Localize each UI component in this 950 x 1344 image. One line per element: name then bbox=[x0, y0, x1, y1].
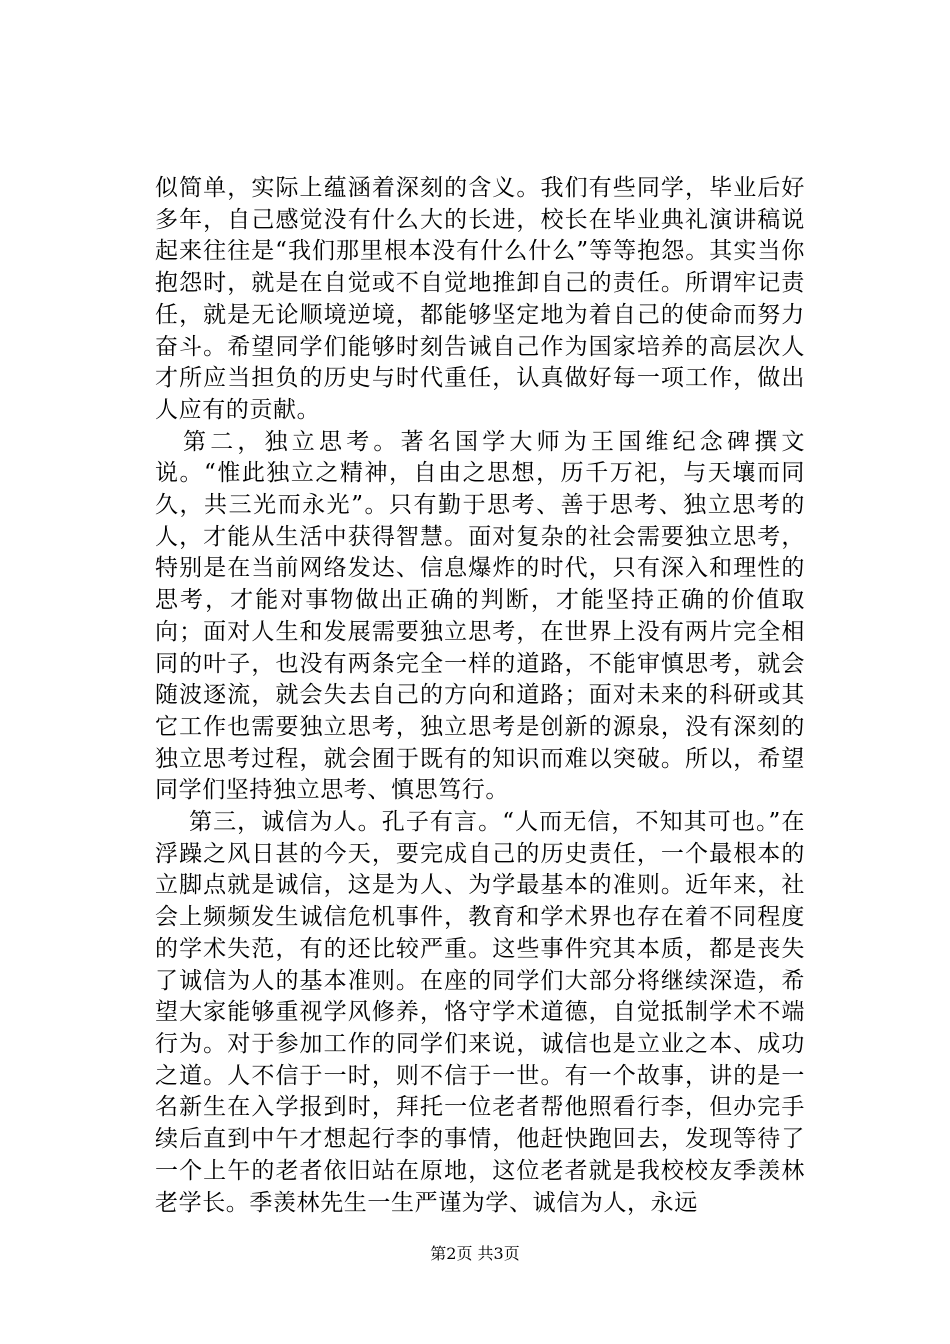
document-body bbox=[155, 173, 805, 1219]
paragraph-integrity: 第三，诚信为人。孔子有言。“人而无信，不知其可也。”在浮躁之风日甚的今天，要完成自己的历史责任，一个最根本的立脚点就是诚信，这是为人、为学最基本的准则。近年来，社会上频频发生诚信危机事件，教育和学术界也存在着不同程度的学术失范，有的还比较严重。这些事件究其本质，都是丧失了诚信为人的基本准则。在座的同学们大部分将继续深造，希望大家能够重视学风修养，恪守学术道德，自觉抵制学术不端行为。对于参加工作的同学们来说，诚信也是立业之本、成功之道。人不信于一时，则不信于一世。有一个故事，讲的是一名新生在入学报到时，拜托一位老者帮他照看行李，但办完手续后直到中午才想起行李的事情，他赶快跑回去，发现等待了一个上午的老者依旧站在原地，这位老者就是我校校友季羡林老学长。季羡林先生一生严谨为学、诚信为人，永远 bbox=[155, 809, 805, 1216]
page-number-footer: 第2页 共3页 bbox=[430, 1244, 520, 1263]
paragraph-responsibility: 似简单，实际上蕴涵着深刻的含义。我们有些同学，毕业后好多年，自己感觉没有什么大的长进，校长在毕业典礼演讲稿说起来往往是“我们那里根本没有什么什么”等等抱怨。其实当你抱怨时，就是在自觉或不自觉地推卸自己的责任。所谓牢记责任，就是无论顺境逆境，都能够坚定地为着自己的使命而努力奋斗。希望同学们能够时刻告诫自己作为国家培养的高层次人才所应当担负的历史与时代重任，认真做好每一项工作，做出人应有的贡献。 bbox=[155, 175, 805, 423]
paragraph-independent-thinking: 第二，独立思考。著名国学大师为王国维纪念碑撰文说。“惟此独立之精神，自由之思想，历千万祀，与天壤而同久，共三光而永光”。只有勤于思考、善于思考、独立思考的人，才能从生活中获得智慧。面对复杂的社会需要独立思考，特别是在当前网络发达、信息爆炸的时代，只有深入和理性的思考，才能对事物做出正确的判断，才能坚持正确的价值取向；面对人生和发展需要独立思考，在世界上没有两片完全相同的叶子，也没有两条完全一样的道路，不能审慎思考，就会随波逐流，就会失去自己的方向和道路；面对未来的科研或其它工作也需要独立思考，独立思考是创新的源泉，没有深刻的独立思考过程，就会囿于既有的知识而难以突破。所以，希望同学们坚持独立思考、慎思笃行。 bbox=[155, 428, 805, 804]
